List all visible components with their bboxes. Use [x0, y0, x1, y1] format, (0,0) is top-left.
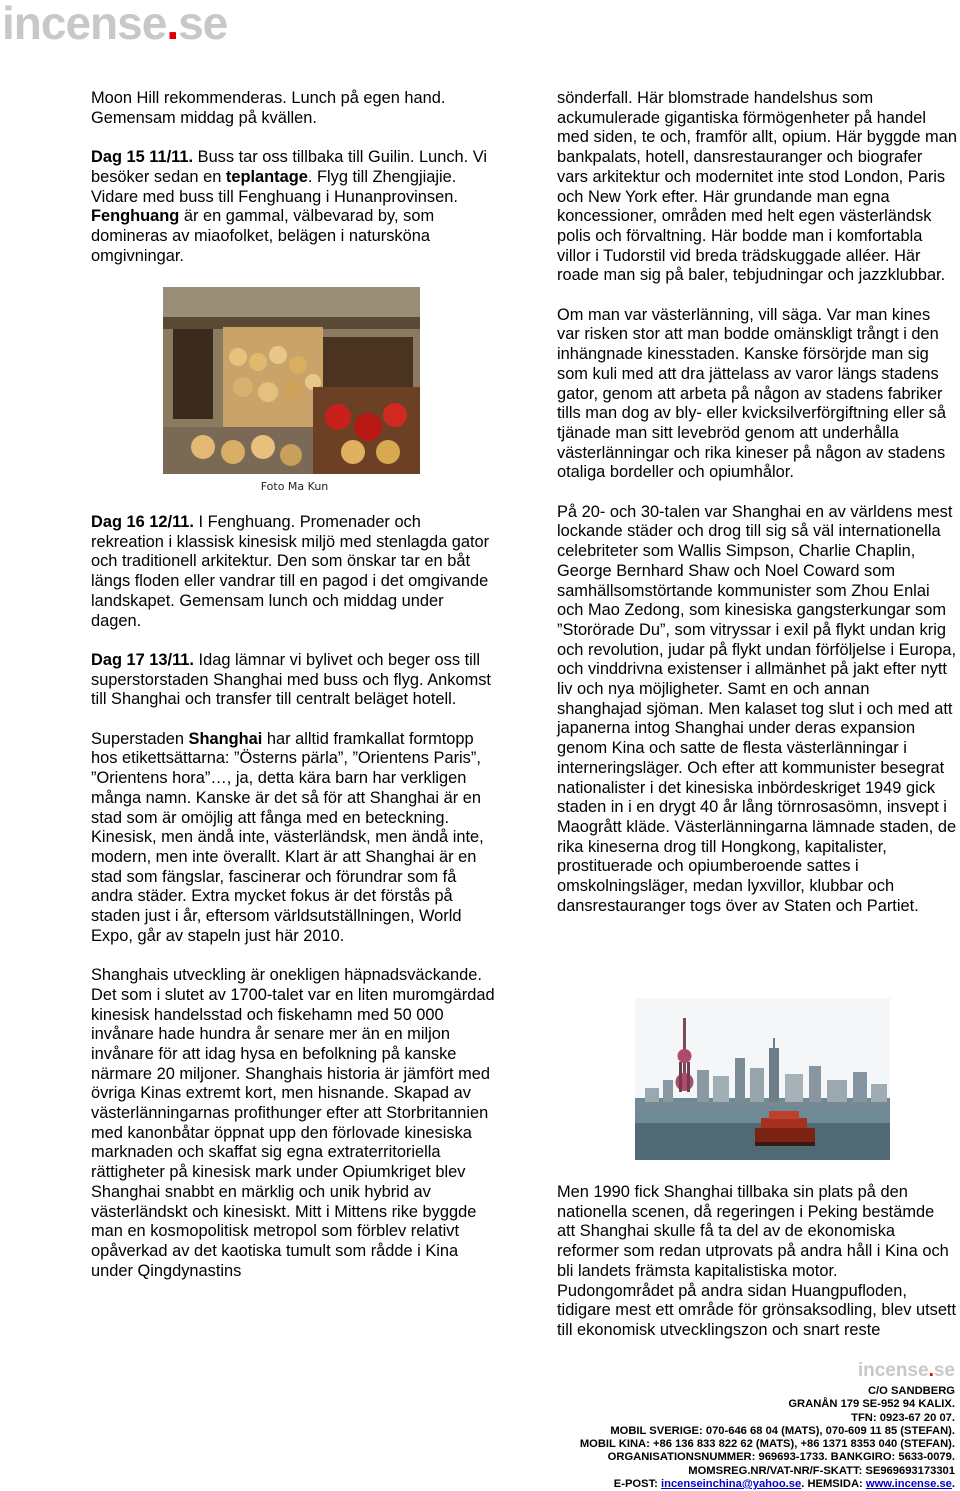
paragraph: Moon Hill rekommenderas. Lunch på egen hand. Gemensam middag på kvällen. [91, 89, 446, 127]
footer-logo: incense.se [857, 1360, 955, 1381]
right-column-top [557, 89, 957, 917]
footer-line: TFN: 0923-67 20 07. [851, 1411, 955, 1424]
photo-shanghai-skyline [635, 998, 890, 1160]
paragraph: Om man var västerlänning, vill säga. Var man kines var risken stor att man bodde omänskligt trångt i den inhängnade kinesstaden. Kanske försörjde man sig som kuli med att dra jättelass av varor längs stadens gator, genom att arbeta på någon av stadens fabriker tills man dog av bly- eller kvicksilverförgiftning eller så tjänade man sitt levebröd genom att underhålla västerlänningar och rika kineser på någon av stadens otaliga bordeller och opiumhålor. [557, 305, 946, 482]
footer-line: ORGANISATIONSNUMMER: 969693-1733. BANKGIRO: 5633-0079. [607, 1451, 955, 1464]
paragraph: sönderfall. Här blomstrade handelshus som ackumulerade gigantiska förmögenheter på handel med siden, te och, framför allt, opium. Här byggde man bankpalats, hotell, dansrestauranger och biografer vars arkitektur och modernitet inte stod London, Paris och New York efter. Här grundande man egna koncessioner, områden med helt egen västerländsk polis och förvaltning. Här bodde man i komfortabla villor i Tudorstil vid breda trädskuggade alléer. Här roade man sig på baler, tebjudningar och jazzklubbar. [557, 89, 957, 285]
paragraph: Shanghais utveckling är onekligen häpnadsväckande. Det som i slutet av 1700-talet var en liten muromgärdad kinesisk handelsstad och fiskehamn med 50 000 invånare hade hundra år senare mer än en miljon invånare för att idag hysa en befolkning på kanske närmare 20 miljoner. Shanghais historia är jämfört med övriga Kinas extremt kort, men hisnande. Skapad av västerlänningarnas profithunger efter att Storbritannien med kanonbåtar öppnat upp den förlovade kinesiska marknaden och skaffat sig egna extraterritoriella rättigheter på kinesisk mark under Opiumkriget blev Shanghai snabbt en märklig och unik hybrid av västerländskt och kinesiskt. Mitt i Mittens rike byggde man en kosmopolitisk metropol som förblev relativt opåverkad av det kaotiska tumult som rådde i Kina under Qingdynastins [91, 966, 495, 1280]
paragraph: Dag 17 13/11. Idag lämnar vi bylivet och beger oss till superstorstaden Shanghai med buss och flyg. Ankomst till Shanghai och transfer till centralt beläget hotell. [91, 650, 491, 709]
photo-fenghuang-market [163, 287, 420, 474]
footer-line: MOBIL KINA: +86 136 833 822 62 (MATS), +86 1371 8353 040 (STEFAN). [579, 1438, 955, 1451]
brand-logo: incense.se [2, 0, 228, 49]
photo-caption: Foto Ma Kun [260, 480, 329, 493]
footer-line: MOMSREG.NR/VAT-NR/F-SKATT: SE969693173301 [688, 1464, 955, 1477]
paragraph: Dag 15 11/11. Buss tar oss tillbaka till Guilin. Lunch. Vi besöker sedan en teplantage. Flyg till Zhengjiajie. Vidare med buss till Fenghuang i Hunanprovinsen. Fenghuang är en gammal, välbevarad by, som domineras av miaofolket, belägen i natursköna omgivningar. [91, 148, 488, 265]
paragraph: Dag 16 12/11. I Fenghuang. Promenader och rekreation i klassisk kinesisk miljö med stenlagda gator och traditionell arkitektur. Den som önskar tar en båt längs floden eller vandrar till en pagod i det omgivande landskapet. Gemensam lunch och middag under dagen. [91, 513, 490, 630]
day-heading: Dag 16 12/11. [91, 513, 194, 531]
day-heading: Dag 17 13/11. [91, 650, 194, 669]
website-link[interactable]: www.incense.se [865, 1478, 952, 1491]
paragraph: På 20- och 30-talen var Shanghai en av världens mest lockande städer och drog till sig så väl internationella celebriteter som Wallis Simpson, Charlie Chaplin, George Bernhard Shaw och Noel Coward som samhällsomstörtande kommunister som Zhou Enlai och Mao Zedong, som kinesiska gangsterkungar som ”Storörade Du”, som vitryssar i exil på flykt undan krig och revolution, judar på flykt undan förföljelse i Europa, och vinddrivna existenser i allmänhet på jakt efter nytt liv och nya möjligheter. Samt en och annan shanghajad sjöman. Men kalaset tog slut i och med att japanerna intog Shanghai under deras expansion genom Kina och satte de flesta västerlänningar i interneringsläger. Och efter att kommunister besegrat nationalister i det kinesiska inbördeskriget 1949 gick staden in i en drygt 40 år lång törnrosasömn, insvept i Maogrått kläde. Västerlänningarna lämnade staden, de rika kineserna drog till Hongkong, kapitalister, prostituerade och opiumberoende sattes i omskolningsläger, medan lyxvillor, klubbar och dansrestauranger togs över av Staten och Partiet. [557, 502, 957, 915]
footer-line: E-POST: incenseinchina@yahoo.se. HEMSIDA: www.incense.se. [613, 1478, 955, 1491]
paragraph: Men 1990 fick Shanghai tillbaka sin plats på den nationella scenen, då regeringen i Peking bestämde att Shanghai skulle få ta del av de ekonomiska reformer som redan utprovats på andra håll i Kina och bli landets främsta kapitalistiska motor. Pudongområdet på andra sidan Huangpufloden, tidigare mest ett område för grönsaksodling, blev utsett till ekonomisk utvecklingszon och snart reste [557, 1183, 957, 1339]
left-column-top [91, 89, 498, 266]
footer-line: C/O SANDBERG [867, 1385, 955, 1397]
email-link[interactable]: incenseinchina@yahoo.se [661, 1478, 802, 1491]
right-column-bottom [557, 1183, 957, 1341]
footer-line: GRANÅN 179 SE-952 94 KALIX. [788, 1398, 955, 1411]
contact-footer [580, 1361, 955, 1491]
paragraph: Superstaden Shanghai har alltid framkallat formtopp hos etikettsättarna: ”Österns pärla”, ”Orientens Paris”, ”Orientens hora”…, ja, detta kära barn har verkligen många namn. Kanske är det så för att Shanghai är en stad som är omöjlig att fånga med en beteckning. Kinesisk, men ändå inte, västerländsk, men ändå inte, modern, men inte överallt. Klart är att Shanghai är en stad som fängslar, fascinerar och förundrar som få andra städer. Extra mycket fokus är det förstås på staden just i år, eftersom världsutställningen, World Expo, går av stapeln just här 2010. [91, 729, 484, 945]
left-column-middle [91, 513, 498, 1281]
footer-line: MOBIL SVERIGE: 070-646 68 04 (MATS), 070-609 11 85 (STEFAN). [610, 1424, 955, 1437]
day-heading: Dag 15 11/11. [91, 148, 194, 167]
